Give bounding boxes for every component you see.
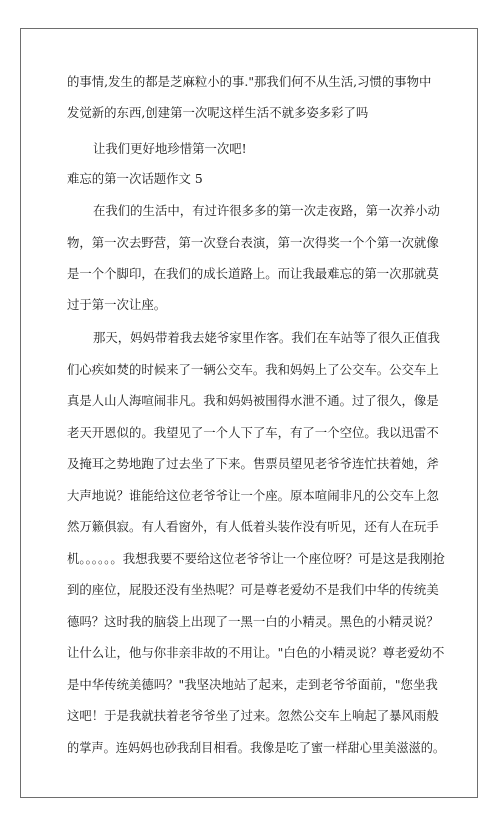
paragraph-line: 然万籁俱寂。有人看窗外，有人低着头装作没有听见，还有人在玩手 — [67, 519, 439, 534]
paragraph-line: 这吧！于是我就扶着老爷爷坐了过来。忽然公交车上响起了暴风雨般 — [67, 708, 439, 723]
paragraph-line: 真是人山人海喧闹非凡。我和妈妈被围得水泄不通。过了很久，像是 — [67, 393, 439, 408]
section-heading: 难忘的第一次话题作文 5 — [67, 171, 203, 186]
paragraph-line: 物，第一次去野营，第一次登台表演，第一次得奖一个个第一次就像 — [67, 235, 439, 250]
paragraph-line: 过于第一次让座。 — [67, 297, 167, 312]
paragraph-line: 让什么让，他与你非亲非故的不用让。"白色的小精灵说？尊老爱幼不 — [67, 645, 445, 660]
paragraph-line: 德吗？这时我的脑袋上出现了一黑一白的小精灵。黑色的小精灵说？ — [67, 614, 439, 629]
paragraph-line: 的掌声。连妈妈也砂我刮目相看。我像是吃了蜜一样甜心里美滋滋的。 — [67, 740, 446, 755]
paragraph-line: 那天，妈妈带着我去姥爷家里作客。我们在车站等了很久正值我 — [93, 330, 440, 345]
paragraph-line: 是一个个脚印，在我们的成长道路上。而让我最难忘的第一次那就莫 — [67, 266, 439, 281]
paragraph-line: 老天开恩似的。我望见了一个人下了车，有了一个空位。我以迅雷不 — [67, 425, 439, 440]
paragraph-line: 在我们的生活中，有过许很多多的第一次走夜路，第一次养小动 — [93, 203, 440, 218]
paragraph-line: 的事情,发生的都是芝麻粒小的事."那我们何不从生活,习惯的事物中 — [67, 74, 432, 89]
paragraph-line: 机。。。。。。我想我要不要给这位老爷爷让一个座位呀？可是这是我刚抢 — [67, 551, 445, 566]
paragraph-line: 发觉新的东西,创建第一次呢这样生活不就多姿多彩了吗 — [67, 105, 369, 120]
paragraph-line: 到的座位，屁股还没有坐热呢？可是尊老爱幼不是我们中华的传统美 — [67, 582, 439, 597]
paragraph-line: 及掩耳之势地跑了过去坐了下来。售票员望见老爷爷连忙扶着她，斧 — [67, 456, 439, 471]
paragraph-line: 是中华传统美德吗？"我坚决地站了起来，走到老爷爷面前，"您坐我 — [67, 677, 438, 692]
paragraph-line: 让我们更好地珍惜第一次吧! — [93, 141, 247, 156]
paragraph-line: 们心疾如焚的时候来了一辆公交车。我和妈妈上了公交车。公交车上 — [67, 362, 439, 377]
paragraph-line: 大声地说？谁能给这位老爷爷让一个座。原本喧闹非凡的公交车上忽 — [67, 488, 439, 503]
